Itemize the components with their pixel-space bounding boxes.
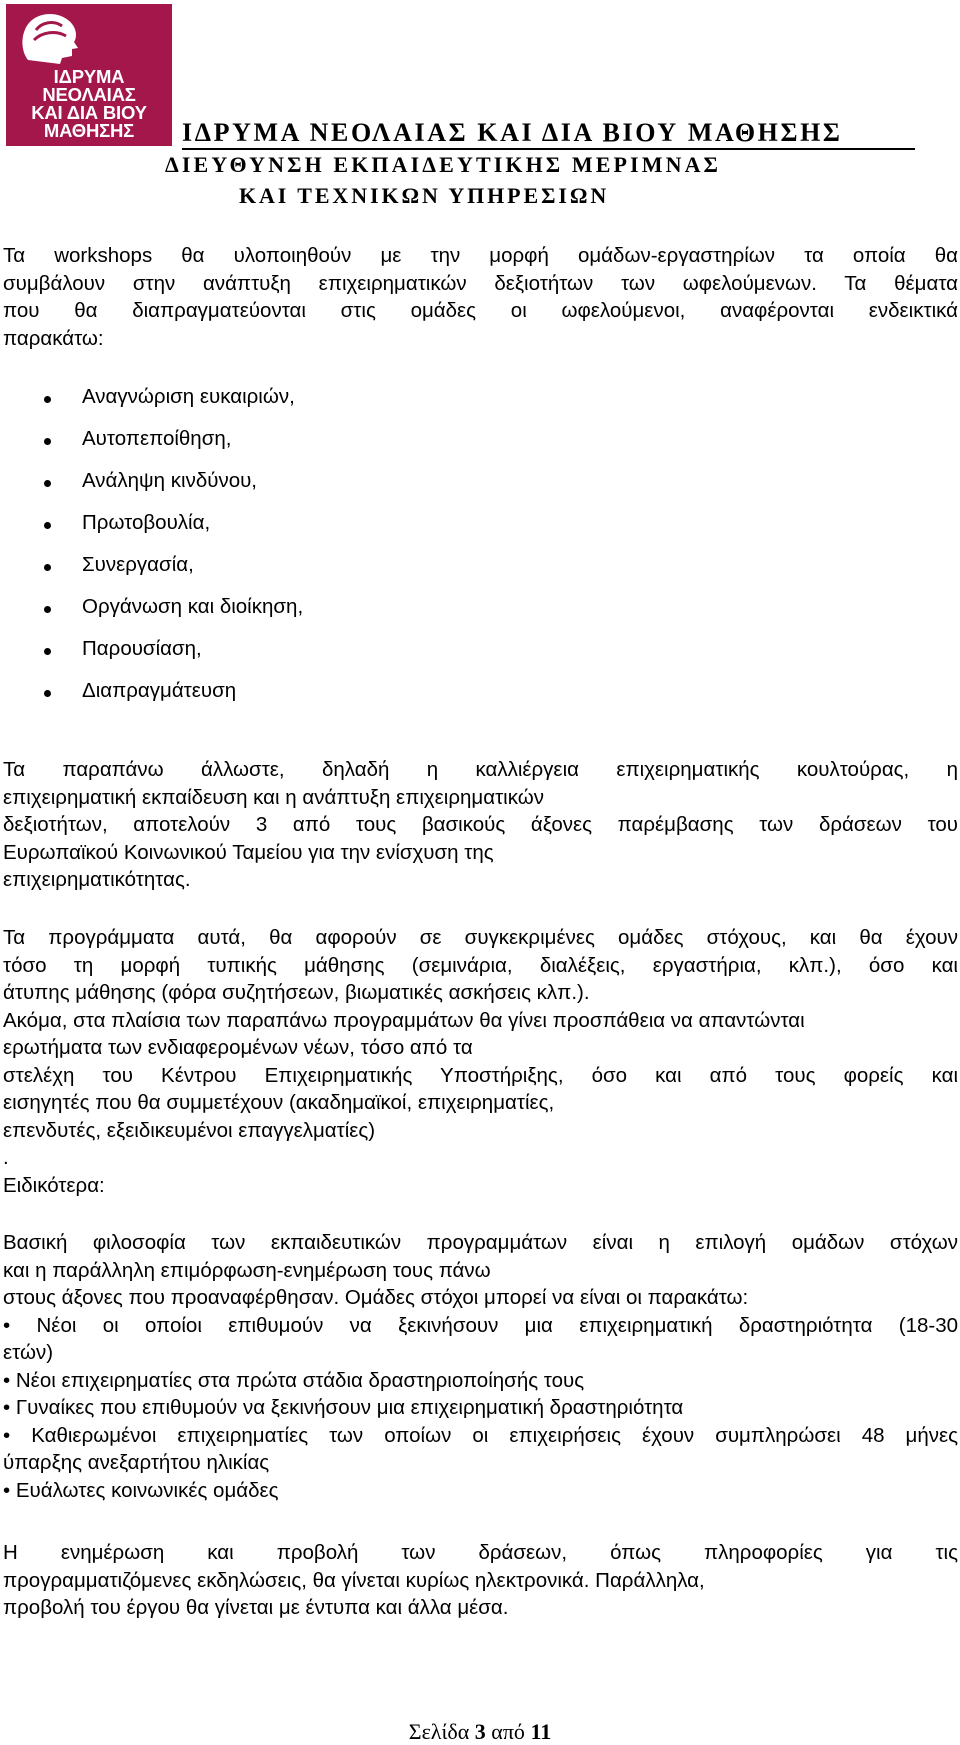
list-item: • Νέοι επιχειρηματίες στα πρώτα στάδια δραστηριοποίησής τους: [3, 1368, 585, 1392]
bullet-icon: [44, 606, 51, 613]
list-item-continuation: ετών): [3, 1341, 54, 1364]
bullet-icon: [44, 480, 51, 487]
header-title: ΙΔΡΥΜΑ ΝΕΟΛΑΙΑΣ ΚΑΙ ΔΙΑ ΒΙΟΥ ΜΑΘΗΣΗΣ: [182, 118, 843, 147]
paragraph-line: Τα προγράμματα αυτά, θα αφορούν σε συγκεκριμένες ομάδες στόχους, και θα έχουν: [3, 926, 958, 949]
intro-line: που θα διαπραγματεύονται στις ομάδες οι ωφελούμενοι, αναφέρονται ενδεικτικά: [3, 299, 958, 322]
logo-line-3: ΚΑΙ ΔΙΑ ΒΙΟΥ: [31, 102, 147, 123]
bullet-icon: [44, 522, 51, 529]
paragraph-line: επιχειρηματικότητας.: [3, 868, 191, 891]
paragraph-line: Η ενημέρωση και προβολή των δράσεων, όπως πληροφορίες για τις: [3, 1541, 958, 1564]
paragraph-promotion: [3, 1539, 958, 1622]
intro-line: Τα workshops θα υλοποιηθούν με την μορφή ομάδων-εργαστηρίων τα οποία θα: [3, 244, 958, 267]
bullet-icon: [44, 396, 51, 403]
page-label: Σελίδα: [408, 1719, 470, 1744]
paragraph-line: τόσο τη μορφή τυπικής μάθησης (σεμινάρια, διαλέξεις, εργαστήρια, κλπ.), όσο και: [3, 953, 958, 977]
paragraph-line: ερωτήματα των ενδιαφερομένων νέων, τόσο από τα: [3, 1036, 473, 1059]
header-subtitle-1: ΔΙΕΥΘΥΝΣΗ ΕΚΠΑΙΔΕΥΤΙΚΗΣ ΜΕΡΙΜΝΑΣ: [165, 152, 722, 177]
paragraph-line: επιχειρηματική εκπαίδευση και η ανάπτυξη επιχειρηματικών: [3, 785, 544, 809]
total-pages: 11: [530, 1719, 552, 1744]
intro-paragraph: [3, 242, 958, 352]
section-label: Ειδικότερα:: [3, 1173, 105, 1197]
bullet-icon: [44, 564, 51, 571]
paragraph-line: άτυπης μάθησης (φόρα συζητήσεων, βιωματικές ασκήσεις κλπ.).: [3, 981, 590, 1004]
foundation-logo: [6, 4, 172, 146]
header-underline: [182, 148, 915, 150]
list-item: • Νέοι οι οποίοι επιθυμούν να ξεκινήσουν μια επιχειρηματική δραστηριότητα (18-30: [3, 1313, 958, 1337]
paragraph-line: και η παράλληλη επιμόρφωση-ενημέρωση τους πάνω: [3, 1258, 491, 1282]
paragraph-line: .: [3, 1146, 9, 1169]
paragraph-line: Βασική φιλοσοφία των εκπαιδευτικών προγραμμάτων είναι η επιλογή ομάδων στόχων: [3, 1231, 958, 1254]
header-subtitle-2: ΚΑΙ ΤΕΧΝΙΚΩΝ ΥΠΗΡΕΣΙΩΝ: [239, 183, 610, 208]
bullet-icon: [44, 690, 51, 697]
page-footer: [0, 1719, 960, 1745]
list-item: • Γυναίκες που επιθυμούν να ξεκινήσουν μια επιχειρηματική δραστηριότητα: [3, 1396, 684, 1419]
paragraph-line: Ευρωπαϊκού Κοινωνικού Ταμείου για την ενίσχυση της: [3, 840, 494, 864]
list-item-continuation: ύπαρξης ανεξαρτήτου ηλικίας: [3, 1451, 270, 1474]
list-item: • Καθιερωμένοι επιχειρηματίες των οποίων οι επιχειρήσεις έχουν συμπληρώσει 48 μήνες: [3, 1423, 958, 1447]
intro-line: συμβάλουν στην ανάπτυξη επιχειρηματικών δεξιοτήτων των ωφελούμενων. Τα θέματα: [3, 271, 958, 295]
page-separator: από: [491, 1719, 525, 1744]
paragraph-esf: [3, 756, 958, 894]
bullet-icon: [44, 648, 51, 655]
document-page: ΙΔΡΥΜΑ ΝΕΟΛΑΙΑΣ ΚΑΙ ΔΙΑ ΒΙΟΥ ΜΑΘΗΣΗΣ ΙΔΡΥΜΑ ΝΕΟΛΑΙΑΣ ΚΑΙ ΔΙΑ ΒΙΟΥ ΜΑΘΗΣΗΣ ΔΙΕΥΘΥΝΣΗ ΕΚΠΑΙΔΕΥΤΙΚΗΣ ΜΕΡΙΜΝΑΣ ΚΑΙ ΤΕΧΝΙΚΩΝ ΥΠΗΡΕΣΙΩΝ Τα workshops θα υλοποιηθούν με την μορφή ομάδων-εργαστηρίων τα οποία θα συμβάλουν στην ανάπτυξη επιχειρηματικών δεξιοτήτων των ωφελούμενων. Τα θέματα που θα διαπραγματεύονται στις ομάδες οι ωφελούμενοι, αναφέρονται ενδεικτικά παρακάτω: Αναγνώριση ευκαιριών, Αυτοπεποίθηση, Ανάληψη κινδύνου, Πρωτοβουλία, Συνεργασία, Οργάνωση και διοίκηση, Παρουσίαση, Διαπραγμάτευση Τα παραπάνω άλλωστε, δηλαδή η καλλιέργεια επιχειρηματικής κουλτούρας, η επιχειρηματική εκπαίδευση και η ανάπτυξη επιχειρηματικών δεξιοτήτων, αποτελούν 3 από τους βασικούς άξονες παρέμβασης των δράσεων του Ευρωπαϊκού Κοινωνικού Ταμείου για την ενίσχυση της επιχειρηματικότητας. Τα προγράμματα αυτά, θα αφορούν σε συγκεκριμένες ομάδες στόχους, και θα έχουν τόσο τη μορφή τυπικής μάθησης (σεμινάρια, διαλέξεις, εργαστήρια, κλπ.), όσο και άτυπης μάθησης (φόρα συζητήσεων, βιωματικές ασκήσεις κλπ.). Ακόμα, στα πλαίσια των παραπάνω προγραμμάτων θα γίνει προσπάθεια να απαντώνται ερωτήματα των ενδιαφερομένων νέων, τόσο από τα στελέχη του Κέντρου Επιχειρηματικής Υποστήριξης, όσο και από τους φορείς και εισηγητές που θα συμμετέχουν (ακαδημαϊκοί, επιχειρηματίες, επενδυτές, εξειδικευμένοι επαγγελματίες) . Ειδικότερα: Βασική φιλοσοφία των εκπαιδευτικών προγραμμάτων είναι η επιλογή ομάδων στόχων και η παράλληλη επιμόρφωση-ενημέρωση τους πάνω στους άξονες που προαναφέρθησαν. Ομάδες στόχοι μπορεί να είναι οι παρακάτω: • Νέοι οι οποίοι επιθυμούν να ξεκινήσουν μια επιχειρηματική δραστηριότητα (18-30 ετών) • Νέοι επιχειρηματίες στα πρώτα στάδια δραστηριοποίησής τους • Γυναίκες που επιθυμούν να ξεκινήσουν μια επιχειρηματική δραστηριότητα • Καθιερωμένοι επιχειρηματίες των οποίων οι επιχειρήσεις έχουν συμπληρώσει 48 μήνες ύπαρξης ανεξαρτήτου ηλικίας • Ευάλωτες κοινωνικές ομάδες Η ενημέρωση και προβολή των δράσεων, όπως πληροφορίες για τις προγραμματιζόμενες εκδηλώσεις, θα γίνεται κυρίως ηλεκτρονικά. Παράλληλα, προβολή του έργου θα γίνεται με έντυπα και άλλα μέσα. Σελίδα 3 από 11: [0, 0, 960, 1745]
logo-line-1: ΙΔΡΥΜΑ: [53, 66, 125, 87]
paragraph-line: επενδυτές, εξειδικευμένοι επαγγελματίες): [3, 1118, 376, 1142]
paragraph-line: στους άξονες που προαναφέρθησαν. Ομάδες στόχοι μπορεί να είναι οι παρακάτω:: [3, 1286, 749, 1309]
paragraph-line: εισηγητές που θα συμμετέχουν (ακαδημαϊκοί, επιχειρηματίες,: [3, 1091, 555, 1114]
paragraph-line: προγραμματιζόμενες εκδηλώσεις, θα γίνεται κυρίως ηλεκτρονικά. Παράλληλα,: [3, 1568, 705, 1592]
logo-line-4: ΜΑΘΗΣΗΣ: [43, 120, 135, 141]
paragraph-line: δεξιοτήτων, αποτελούν 3 από τους βασικούς άξονες παρέμβασης των δράσεων του: [3, 813, 958, 836]
bullet-icon: [44, 438, 51, 445]
logo-line-2: ΝΕΟΛΑΙΑΣ: [42, 84, 136, 105]
paragraph-line: Τα παραπάνω άλλωστε, δηλαδή η καλλιέργεια επιχειρηματικής κουλτούρας, η: [3, 758, 958, 781]
paragraph-line: προβολή του έργου θα γίνεται με έντυπα και άλλα μέσα.: [3, 1596, 509, 1619]
head-profile-icon: [14, 8, 86, 68]
current-page: 3: [474, 1719, 486, 1744]
list-item: • Ευάλωτες κοινωνικές ομάδες: [3, 1478, 279, 1502]
paragraph-line: Ακόμα, στα πλαίσια των παραπάνω προγραμμάτων θα γίνει προσπάθεια να απαντώνται: [3, 1008, 805, 1032]
paragraph-line: στελέχη του Κέντρου Επιχειρηματικής Υποστήριξης, όσο και από τους φορείς και: [3, 1063, 958, 1087]
paragraph-programs: [3, 924, 958, 1199]
intro-line: παρακάτω:: [3, 326, 104, 350]
paragraph-target-groups: [3, 1229, 958, 1504]
